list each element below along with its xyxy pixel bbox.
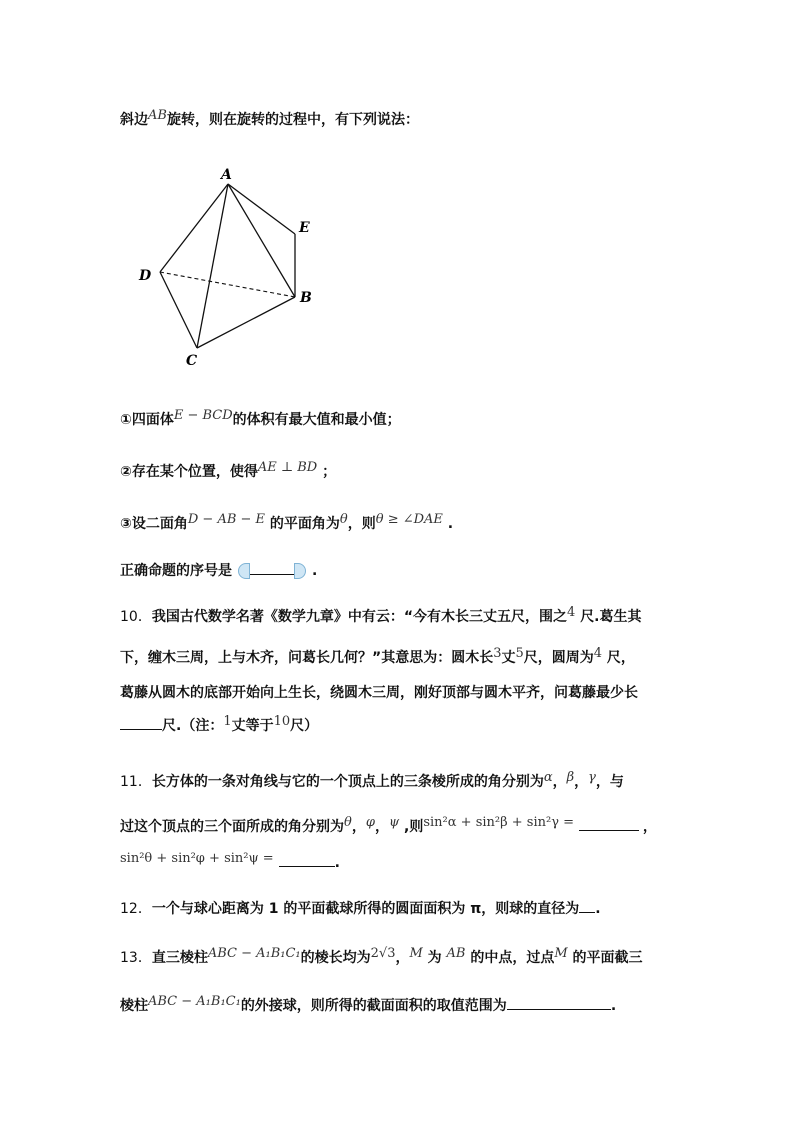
q13-line-1	[120, 948, 643, 969]
q10-line3: 葛藤从圆木的底部开始向上生长，绕圆木三周，刚好顶部与圆木平齐，问葛藤最少长	[120, 685, 638, 701]
statement-3-prefix: ③设二面角	[120, 516, 188, 532]
q13-line1-b: 的棱长均为	[300, 950, 371, 966]
q13-line-2	[120, 995, 616, 1017]
q10-number: 10．	[120, 609, 152, 625]
q9-answer-field[interactable]	[232, 560, 312, 581]
q11-expr1: sin²α + sin²β + sin²γ =	[423, 815, 574, 830]
statement-2	[120, 462, 336, 483]
q12-line	[120, 898, 601, 919]
statement-2-math: AE ⊥ BD	[257, 460, 318, 475]
q11-psi: ψ	[388, 815, 400, 830]
label-E: E	[299, 220, 310, 236]
edge-AD	[160, 184, 228, 272]
q9-answer-line	[120, 560, 317, 581]
q10-line2-c: 尺，圆周为	[523, 650, 594, 666]
q10-line-2	[120, 648, 635, 669]
q10-line-3	[120, 683, 638, 703]
statement-3-math: D − AB − E	[187, 512, 266, 527]
q11-line2-b: ,则	[404, 819, 424, 835]
q10-line2-b: 丈	[501, 650, 516, 666]
intro-suffix: 旋转，则在旋转的过程中，有下列说法：	[166, 112, 419, 128]
q13-line1-f: 的平面截三	[572, 950, 643, 966]
q9-answer-blank	[250, 560, 294, 575]
q13-line1-c: ，	[395, 950, 410, 966]
q11-line1-a: 长方体的一条对角线与它的一个顶点上的三条棱所成的角分别为	[151, 774, 544, 790]
statement-3-mid: 的平面角为	[269, 516, 340, 532]
q13-prism-1: ABC − A₁B₁C₁	[207, 946, 301, 961]
q11-expr2: sin²θ + sin²φ + sin²ψ =	[120, 851, 274, 866]
q10-line2-m1: 3	[493, 646, 502, 661]
q13-prism-2: ABC − A₁B₁C₁	[148, 994, 241, 1009]
q13-line2-a: 棱柱	[120, 998, 148, 1014]
statement-3-theta: θ	[339, 512, 348, 527]
label-B: B	[300, 290, 312, 306]
label-D: D	[139, 268, 152, 284]
statement-1-suffix: 的体积有最大值和最小值；	[232, 412, 401, 428]
q11-line2-a: 过这个顶点的三个面所成的角分别为	[120, 819, 344, 835]
edge-AB	[228, 184, 295, 297]
q12-number: 12．	[120, 901, 152, 917]
q12-answer-blank[interactable]	[579, 898, 595, 913]
statement-2-prefix: ②存在某个位置，使得	[120, 464, 258, 480]
q11-line-3: sin²θ + sin²φ + sin²ψ = .	[120, 851, 340, 871]
statement-1-math: E − BCD	[173, 408, 233, 423]
bracket-right-icon	[294, 563, 306, 579]
q10-line-1	[120, 607, 642, 628]
q11-comma-3: ，	[351, 819, 366, 835]
intro-line	[120, 110, 419, 131]
statement-1	[120, 410, 401, 431]
q13-line1-a: 直三棱柱	[151, 950, 208, 966]
edge-AE	[228, 184, 295, 234]
statement-3-math3: θ ≥ ∠DAE	[375, 512, 443, 527]
q10-line4-m1: 1	[223, 714, 232, 729]
q11-comma-1: ，	[552, 774, 567, 790]
q11-line1-b: ，与	[595, 774, 624, 790]
q13-AB: AB	[446, 946, 466, 961]
edge-DB-dashed	[160, 272, 295, 297]
q11-phi: φ	[365, 815, 375, 830]
statement-1-prefix: ①四面体	[120, 412, 174, 428]
q11-gamma: γ	[588, 770, 596, 785]
q10-line2-d: 尺，	[606, 650, 635, 666]
q10-answer-blank[interactable]	[120, 715, 162, 730]
q11-comma-2: ，	[574, 774, 589, 790]
q10-line4-m2: 10	[273, 714, 291, 729]
q13-line2-b: 的外接球，则所得的截面面积的取值范围为	[240, 998, 507, 1014]
q13-number: 13．	[120, 950, 152, 966]
q10-line2-m2: 5	[515, 646, 524, 661]
q10-line1-m: 4	[567, 605, 576, 620]
q13-M-2: M	[554, 946, 568, 961]
q12-suffix: .	[595, 901, 601, 917]
q11-alpha: α	[543, 770, 553, 785]
edge-AC	[197, 184, 228, 348]
q10-line4-a: 尺.（注：	[162, 718, 224, 734]
q11-line-1	[120, 772, 624, 793]
q11-comma-4: ，	[374, 819, 389, 835]
q11-line-2: 过这个顶点的三个面所成的角分别为θ，φ，ψ ,则sin²α + sin²β + sin²γ = ，	[120, 815, 657, 835]
label-C: C	[186, 353, 198, 369]
q10-line2-a: 下，缠木三周，上与木齐，问葛长几何？”其意思为：圆木长	[120, 650, 494, 666]
intro-math: AB	[148, 108, 167, 123]
q10-line4-c: 尺）	[290, 718, 319, 734]
label-A: A	[221, 167, 232, 183]
edge-CB	[197, 297, 295, 348]
q12-text: 一个与球心距离为 1 的平面截球所得的圆面面积为 π，则球的直径为	[151, 901, 580, 917]
intro-prefix: 斜边	[120, 112, 148, 128]
statement-2-suffix: ；	[322, 464, 337, 480]
q11-answer-blank-1[interactable]	[579, 816, 639, 831]
q10-line1-a: 我国古代数学名著《数学九章》中有云：“今有木长三丈五尺，围之	[151, 609, 568, 625]
edge-DC	[160, 272, 197, 348]
statement-3-suffix: .	[447, 516, 454, 532]
q11-beta: β	[566, 770, 575, 785]
q10-line1-b: 尺.葛生其	[580, 609, 642, 625]
q13-answer-blank[interactable]	[507, 995, 611, 1010]
q10-line2-m3: 4	[593, 646, 603, 661]
q13-line1-d: 为	[427, 950, 442, 966]
q9-answer-suffix: .	[312, 563, 318, 579]
statement-3	[120, 514, 453, 535]
q13-line2-c: .	[610, 998, 617, 1014]
q13-M-1: M	[409, 946, 423, 961]
tetrahedron-figure	[130, 160, 330, 375]
q9-answer-prefix: 正确命题的序号是	[120, 563, 232, 579]
q10-line-4	[120, 715, 318, 737]
bracket-left-icon	[238, 563, 250, 579]
q11-answer-blank-2[interactable]	[279, 852, 335, 867]
statement-3-mid2: ，则	[347, 516, 376, 532]
q11-number: 11．	[120, 774, 152, 790]
q10-line4-b: 丈等于	[231, 718, 274, 734]
q13-line1-e: 的中点，过点	[470, 950, 555, 966]
q13-edge: 2√3	[370, 946, 396, 961]
q11-theta: θ	[344, 815, 352, 830]
